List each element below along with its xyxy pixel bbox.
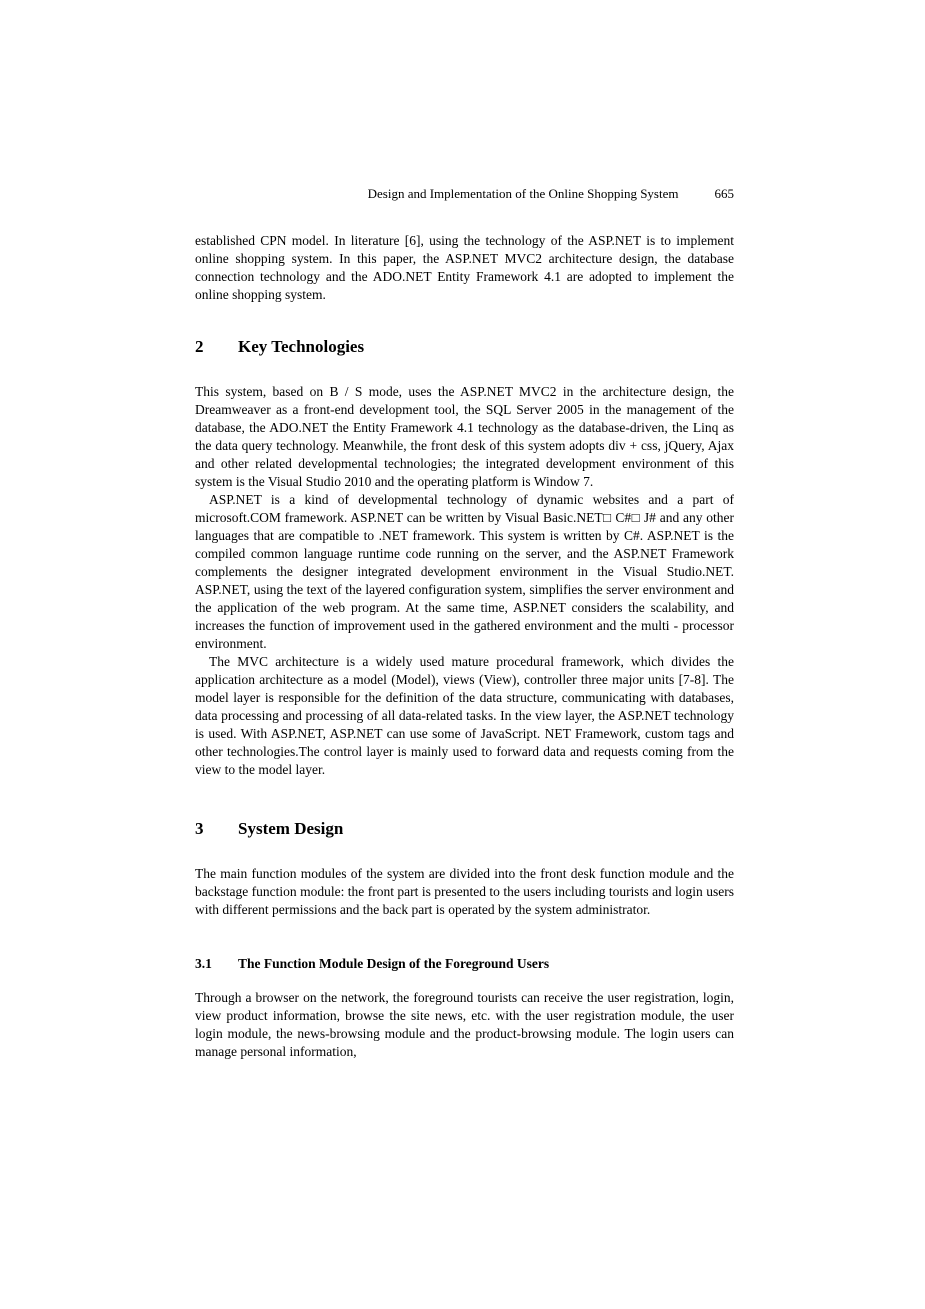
- page-number: 665: [714, 186, 734, 201]
- paragraph-subsection31-1: Through a browser on the network, the foreground tourists can receive the user registration, login, view product information, browse the site news, etc. with the user registration module, the user login module, the news-browsing module and the product-browsing module. The login users can manage personal information,: [195, 990, 734, 1059]
- section-title: System Design: [238, 819, 344, 838]
- section-number: 3: [195, 819, 204, 838]
- paragraph-section2-1: This system, based on B / S mode, uses the ASP.NET MVC2 in the architecture design, the Dreamweaver as a front-end development tool, the SQL Server 2005 in the management of the database, the ADO.NET the Entity Framework 4.1 technology as the database-driven, the Linq as the data query technology. Meanwhile, the front desk of this system adopts div + css, jQuery, Ajax and other related developmental technologies; the integrated development environment of this system is the Visual Studio 2010 and the operating platform is Window 7.: [195, 384, 734, 489]
- paragraph-section3-1: The main function modules of the system are divided into the front desk function module and the backstage function module: the front part is presented to the users including tourists and login users with different permissions and the back part is operated by the system administrator.: [195, 866, 734, 917]
- page-content: [195, 186, 734, 1061]
- section-heading-2: [195, 337, 734, 357]
- subsection-number: 3.1: [195, 956, 212, 971]
- running-title: Design and Implementation of the Online Shopping System: [367, 186, 679, 201]
- section-heading-3: [195, 819, 734, 839]
- section-title: Key Technologies: [238, 337, 365, 356]
- subsection-heading-3-1: [195, 955, 734, 972]
- page-header: [195, 186, 734, 201]
- paragraph-section2-3: The MVC architecture is a widely used mature procedural framework, which divides the application architecture as a model (Model), views (View), controller three major units [7-8]. The model layer is responsible for the definition of the data structure, communicating with databases, data processing and processing of all data-related tasks. In the view layer, the ASP.NET technology is used. With ASP.NET, ASP.NET can use some of JavaScript. NET Framework, custom tags and other technologies.The control layer is mainly used to forward data and requests coming from the view to the model layer.: [195, 654, 734, 777]
- paragraph-section2-2: ASP.NET is a kind of developmental technology of dynamic websites and a part of microsoft.COM framework. ASP.NET can be written by Visual Basic.NET□ C#□ J# and any other languages that are compatible to .NET framework. This system is written by C#. ASP.NET is the compiled common language runtime code running on the server, and the ASP.NET Framework complements the designer integrated development environment in the Visual Studio.NET. ASP.NET, using the text of the layered configuration system, simplifies the server environment and the application of the web program. At the same time, ASP.NET considers the scalability, and increases the function of improvement used in the gathered environment and the multi - processor environment.: [195, 492, 734, 651]
- section-number: 2: [195, 337, 204, 356]
- subsection-title: The Function Module Design of the Foreground Users: [238, 956, 550, 971]
- paragraph-intro: established CPN model. In literature [6], using the technology of the ASP.NET is to implement online shopping system. In this paper, the ASP.NET MVC2 architecture design, the database connection technology and the ADO.NET Entity Framework 4.1 are adopted to implement the online shopping system.: [195, 233, 734, 302]
